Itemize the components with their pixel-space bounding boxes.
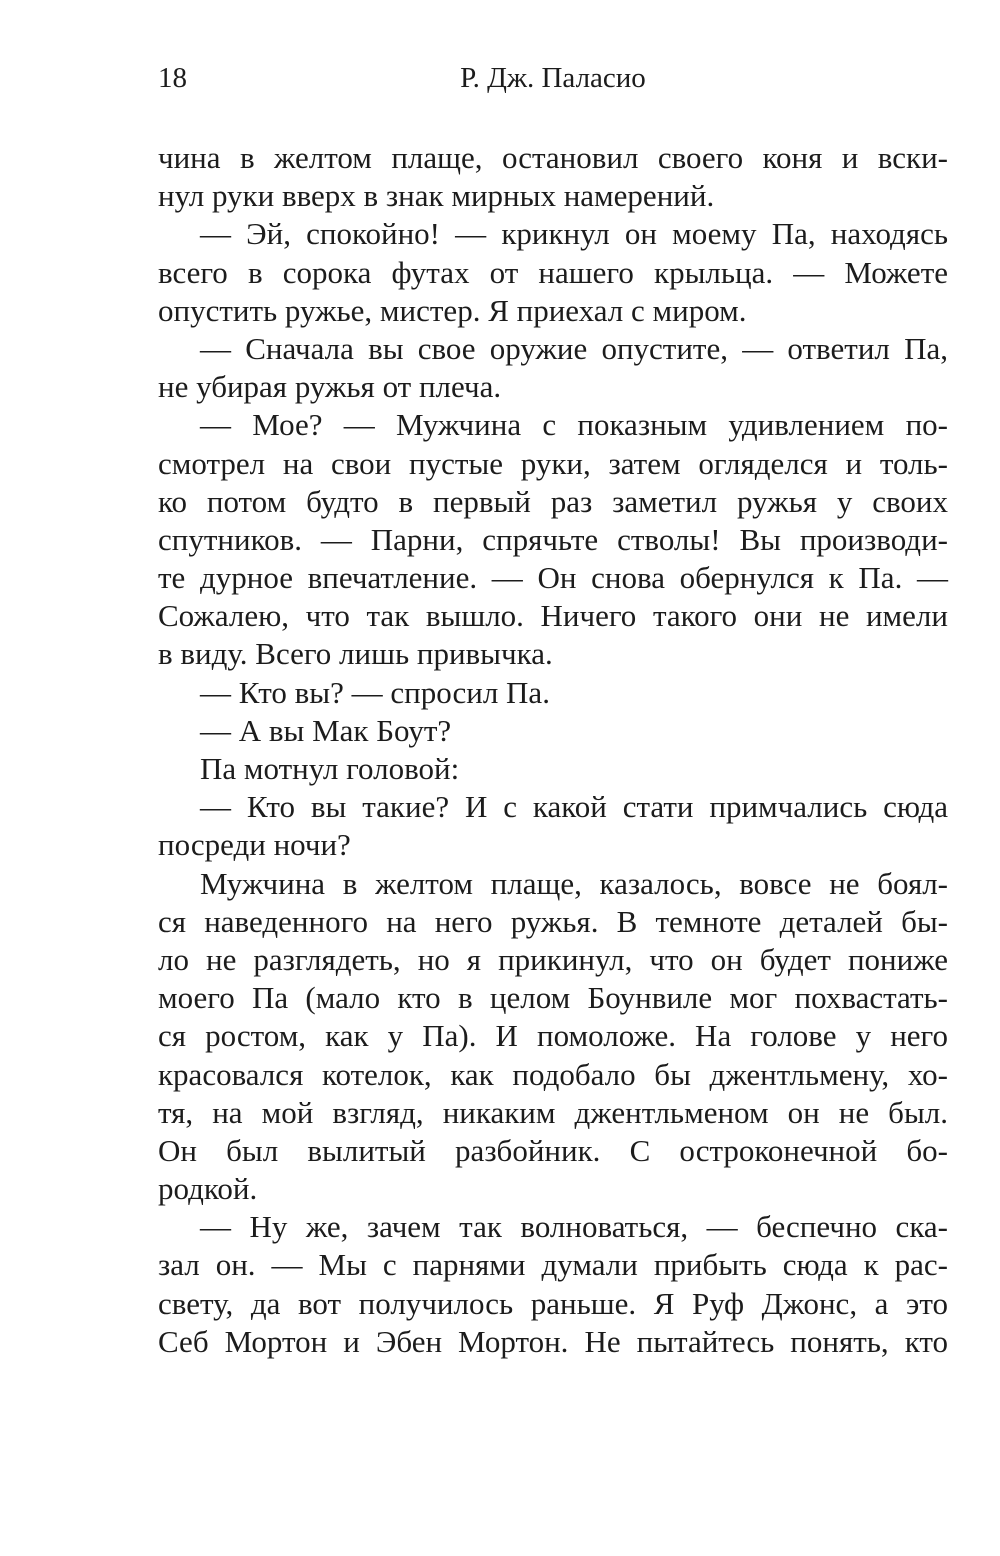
text-line: тя, на мой взгляд, никаким джентльменом он не был. <box>158 1094 948 1130</box>
text-line: не убирая ружья от плеча. <box>158 369 502 405</box>
text-line: моего Па (мало кто в целом Боунвиле мог похвастать- <box>158 980 948 1016</box>
page-number: 18 <box>158 62 187 94</box>
text-line: зал он. — Мы с парнями думали прибыть сюда к рас- <box>158 1247 948 1283</box>
text-line: смотрел на свои пустые руки, затем огляделся и толь- <box>158 445 948 481</box>
text-line: нул руки вверх в знак мирных намерений. <box>158 178 715 214</box>
text-line: Себ Мортон и Эбен Мортон. Не пытайтесь понять, кто <box>158 1323 948 1359</box>
text-line: родкой. <box>158 1171 258 1207</box>
text-line: Он был вылитый разбойник. С остроконечной бо- <box>158 1132 948 1168</box>
text-line: — Кто вы такие? И с какой стати примчались сюда <box>200 789 948 825</box>
running-head <box>158 58 948 98</box>
text-line: в виду. Всего лишь привычка. <box>158 636 553 672</box>
text-line: посреди ночи? <box>158 827 351 863</box>
text-line: — Эй, спокойно! — крикнул он моему Па, находясь <box>200 216 948 252</box>
text-line: спутников. — Парни, спрячьте стволы! Вы производи- <box>158 521 948 557</box>
text-line: ко потом будто в первый раз заметил ружья у своих <box>158 483 948 519</box>
text-line: Мужчина в желтом плаще, казалось, вовсе не боял- <box>200 865 948 901</box>
text-line: ся наведенного на него ружья. В темноте деталей бы- <box>158 903 948 939</box>
text-line: — Мое? — Мужчина с показным удивлением по- <box>200 407 948 443</box>
text-line: — Кто вы? — спросил Па. <box>200 674 550 710</box>
text-line: ся ростом, как у Па). И помоложе. На голове у него <box>158 1018 948 1054</box>
book-author: Р. Дж. Паласио <box>460 62 646 94</box>
text-line: — А вы Мак Боут? <box>200 712 452 748</box>
text-line: опустить ружье, мистер. Я приехал с миром. <box>158 292 747 328</box>
text-line: — Сначала вы свое оружие опустите, — ответил Па, <box>200 330 948 366</box>
text-line: чина в желтом плаще, остановил своего коня и вски- <box>158 140 948 175</box>
body-text <box>158 139 948 1361</box>
text-line: — Ну же, зачем так волноваться, — беспечно ска- <box>200 1209 948 1245</box>
text-line: Па мотнул головой: <box>200 751 460 786</box>
text-line: всего в сорока футах от нашего крыльца. — Можете <box>158 254 948 290</box>
text-line: Сожалею, что так вышло. Ничего такого они не имели <box>158 598 948 634</box>
text-line: красовался котелок, как подобало бы джентльмену, хо- <box>158 1056 948 1092</box>
text-line: те дурное впечатление. — Он снова обернулся к Па. — <box>158 560 948 596</box>
text-line: свету, да вот получилось раньше. Я Руф Джонс, а это <box>158 1285 948 1321</box>
text-line: ло не разглядеть, но я прикинул, что он будет пониже <box>158 941 948 977</box>
